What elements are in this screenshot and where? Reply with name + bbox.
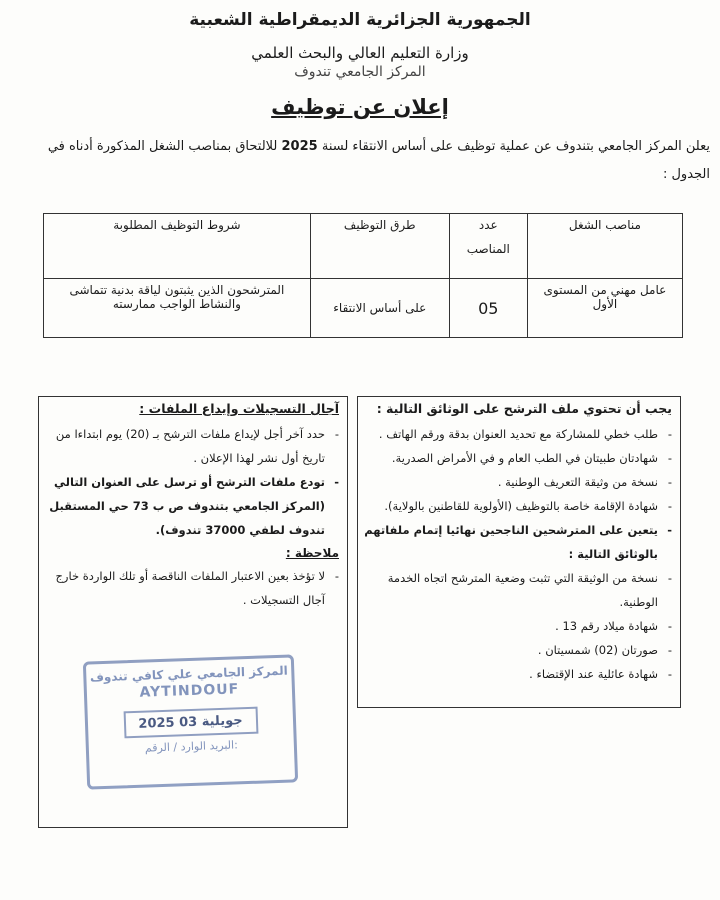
republic-header: الجمهورية الجزائرية الديمقراطية الشعبية <box>189 10 531 30</box>
deadlines-list <box>39 422 347 542</box>
center-header: المركز الجامعي تندوف <box>294 64 426 80</box>
intro-paragraph <box>10 133 710 189</box>
documents-heading: يجب أن تحتوي ملف الترشح على الوثائق التالية : <box>376 401 672 416</box>
header-count-line2: المناصب <box>466 242 510 256</box>
list-item: - صورتان (02) شمسيتان . <box>364 638 674 662</box>
note-list <box>39 564 347 612</box>
cell-count: 05 <box>449 279 527 338</box>
list-item: - حدد آخر أجل لإيداع ملفات الترشح بـ (20) يوم ابتداءا من تاريخ أول نشر لهذا الإعلان . <box>45 422 341 470</box>
list-item: - يتعين على المترشحين الناجحين نهائيا إتمام ملفاتهم بالوثائق التالية : <box>364 518 674 566</box>
header-position: مناصب الشغل <box>527 214 682 279</box>
header-method: طرق التوظيف <box>310 214 449 279</box>
intro-after-year: للالتحاق بمناصب الشغل المذكورة أدناه في الجدول : <box>47 139 710 182</box>
table-row <box>44 279 683 338</box>
announcement-title: إعلان عن توظيف <box>271 95 449 119</box>
list-item: - شهادة عائلية عند الإقتضاء . <box>364 662 674 686</box>
documents-list <box>358 422 680 686</box>
intro-year: 2025 <box>281 139 318 154</box>
stamp-line1: المركز الجامعي علي كافي تندوف <box>89 663 288 685</box>
jobs-table <box>43 213 683 338</box>
deadlines-heading: آجال التسجيلات وإيداع الملفات : <box>139 401 339 416</box>
jobs-table-header-row <box>44 214 683 279</box>
note-heading: ملاحظة : <box>285 546 339 560</box>
stamp-date: 2025 جويلية 03 <box>123 707 258 739</box>
received-stamp <box>83 654 298 789</box>
documents-box <box>357 396 681 708</box>
list-item: - طلب خطي للمشاركة مع تحديد العنوان بدقة ورقم الهاتف . <box>364 422 674 446</box>
list-item: - نسخة من الوثيقة التي تثبت وضعية المترشح اتجاه الخدمة الوطنية. <box>364 566 674 614</box>
list-item: - نسخة من وثيقة التعريف الوطنية . <box>364 470 674 494</box>
header-conditions: شروط التوظيف المطلوبة <box>44 214 311 279</box>
stamp-line2: AYTINDOUF <box>139 681 240 701</box>
list-item: - شهادتان طبيتان في الطب العام و في الأمراض الصدرية. <box>364 446 674 470</box>
cell-conditions: المترشحون الذين يثبتون لياقة بدنية تتماشى والنشاط الواجب ممارسته <box>44 279 311 338</box>
list-item: - شهادة الإقامة خاصة بالتوظيف (الأولوية للقاطنين بالولاية). <box>364 494 674 518</box>
ministry-header: وزارة التعليم العالي والبحث العلمي <box>251 44 469 62</box>
list-item: - شهادة ميلاد رقم 13 . <box>364 614 674 638</box>
cell-method: على أساس الانتقاء <box>310 279 449 338</box>
header-count-line1: عدد <box>478 218 498 232</box>
header-count <box>449 214 527 279</box>
list-item: - تودع ملفات الترشح أو ترسل على العنوان التالي (المركز الجامعي بتندوف ص ب 73 حي المستقبل تندوف لطفي 37000 تندوف). <box>45 470 341 542</box>
list-item: - لا تؤخذ بعين الاعتبار الملفات الناقصة أو تلك الواردة خارج آجال التسجيلات . <box>45 564 341 612</box>
cell-position: عامل مهني من المستوى الأول <box>527 279 682 338</box>
stamp-line3: البريد الوارد / الرقم: <box>144 738 239 755</box>
intro-before-year: يعلن المركز الجامعي بتندوف عن عملية توظيف على أساس الانتقاء لسنة <box>321 139 710 154</box>
